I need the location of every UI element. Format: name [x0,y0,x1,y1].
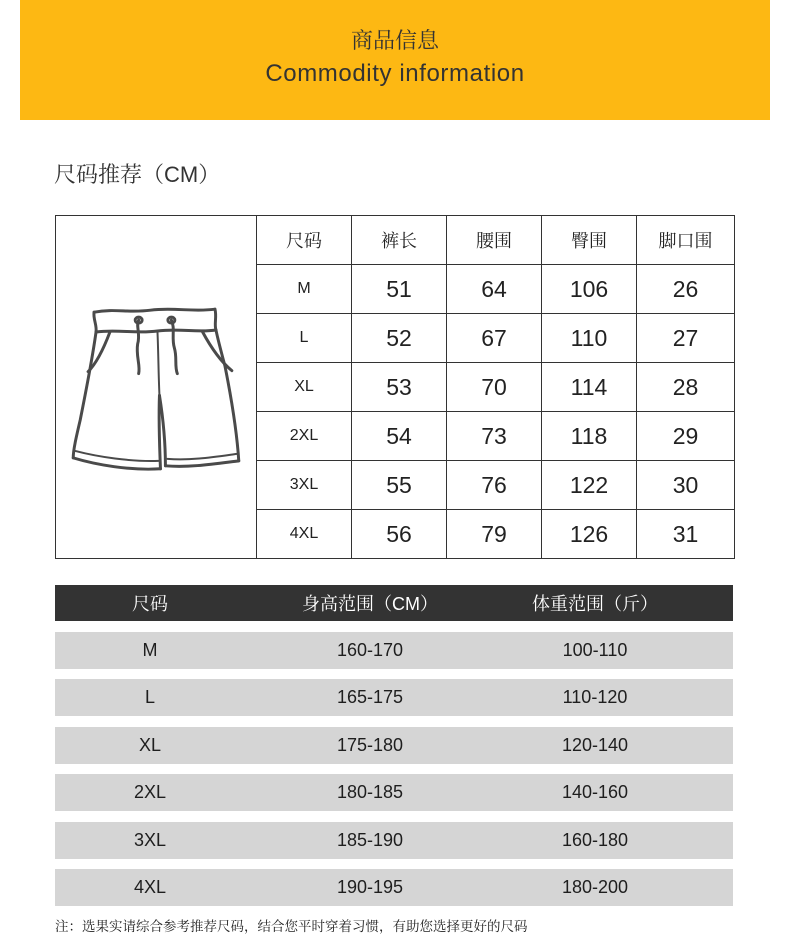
weight-range-cell: 140-160 [561,782,629,803]
waist-cell: 70 [447,363,542,412]
size-cell: 3XL [133,829,167,850]
left-pocket [88,332,110,372]
fit-range-header [55,585,733,621]
size-cell: M [257,265,352,314]
weight-range-cell: 180-200 [561,876,629,897]
height-range-cell: 180-185 [336,782,404,803]
left-leg-outer [73,332,96,458]
height-range-cell: 175-180 [336,734,404,755]
column-header-hip: 臀围 [542,216,637,265]
leg-opening-cell: 27 [637,314,735,363]
size-cell: L [144,687,155,708]
height-range-cell: 165-175 [336,687,404,708]
fit-range-table [55,585,733,906]
height-range-cell: 190-195 [336,876,404,897]
waistband-top [94,309,215,312]
header-banner [20,0,770,120]
length-cell: 54 [352,412,447,461]
shorts-icon [56,217,256,557]
fit-range-row [55,679,733,716]
size-cell: 2XL [257,412,352,461]
size-cell: 4XL [257,510,352,559]
length-cell: 56 [352,510,447,559]
left-drawstring [137,320,139,374]
size-advice-note: 注：选果实请综合参考推荐尺码，结合您平时穿着习惯，有助您选择更好的尺码 [55,919,528,934]
size-chart-header-row [56,216,735,265]
header-title-cn: 商品信息 [350,28,439,53]
length-cell: 53 [352,363,447,412]
size-cell: XL [138,734,162,755]
fit-range-row [55,727,733,764]
height-range-cell: 185-190 [336,829,404,850]
length-cell: 55 [352,461,447,510]
right-leg-outer [216,330,239,461]
drawstrings [135,317,177,374]
height-range-cell: 160-170 [336,640,404,660]
product-illustration-cell [56,216,257,559]
size-cell: L [257,314,352,363]
hip-cell: 122 [542,461,637,510]
column-header-leg-opening: 脚口围 [637,216,735,265]
right-leg-hem [165,461,238,466]
hip-cell: 110 [542,314,637,363]
leg-opening-cell: 30 [637,461,735,510]
length-cell: 52 [352,314,447,363]
waist-cell: 79 [447,510,542,559]
waistband [94,309,216,332]
waist-cell: 76 [447,461,542,510]
fly-seam [157,332,159,395]
waist-cell: 73 [447,412,542,461]
fit-range-row [55,869,733,906]
fit-range-row [55,632,733,669]
leg-opening-cell: 26 [637,265,735,314]
weight-range-cell: 120-140 [561,734,629,755]
column-header-size: 尺码 [132,594,168,614]
leg-opening-cell: 31 [637,510,735,559]
waistband-right [215,309,216,330]
right-drawstring [171,320,177,374]
size-chart-table [55,215,735,559]
column-header-size: 尺码 [257,216,352,265]
header-title-en: Commodity information [265,60,525,87]
fit-range-rows [55,632,733,906]
size-cell: 3XL [257,461,352,510]
hip-cell: 126 [542,510,637,559]
size-cell: XL [257,363,352,412]
hip-cell: 114 [542,363,637,412]
weight-range-cell: 100-110 [562,640,628,660]
column-header-length: 裤长 [352,216,447,265]
size-cell: 2XL [133,782,167,803]
column-header-waist: 腰围 [447,216,542,265]
waist-cell: 64 [447,265,542,314]
fit-range-row [55,774,733,811]
column-header-height-range: 身高范围（CM） [302,594,438,614]
fit-range-row [55,822,733,859]
leg-opening-cell: 28 [637,363,735,412]
weight-range-cell: 160-180 [561,829,629,850]
size-section-title: 尺码推荐（CM） [54,162,221,187]
hip-cell: 106 [542,265,637,314]
product-illustration [56,217,256,557]
right-hem-stitch [167,454,236,459]
leg-opening-cell: 29 [637,412,735,461]
pockets [88,331,232,372]
waist-cell: 67 [447,314,542,363]
length-cell: 51 [352,265,447,314]
hip-cell: 118 [542,412,637,461]
weight-range-cell: 110-120 [562,687,628,708]
size-cell: M [142,640,158,660]
column-header-weight-range: 体重范围（斤） [532,594,658,614]
left-hem-stitch [75,451,158,461]
size-cell: 4XL [133,876,167,897]
waistband-bottom [96,330,216,332]
waistband-left [94,312,96,332]
